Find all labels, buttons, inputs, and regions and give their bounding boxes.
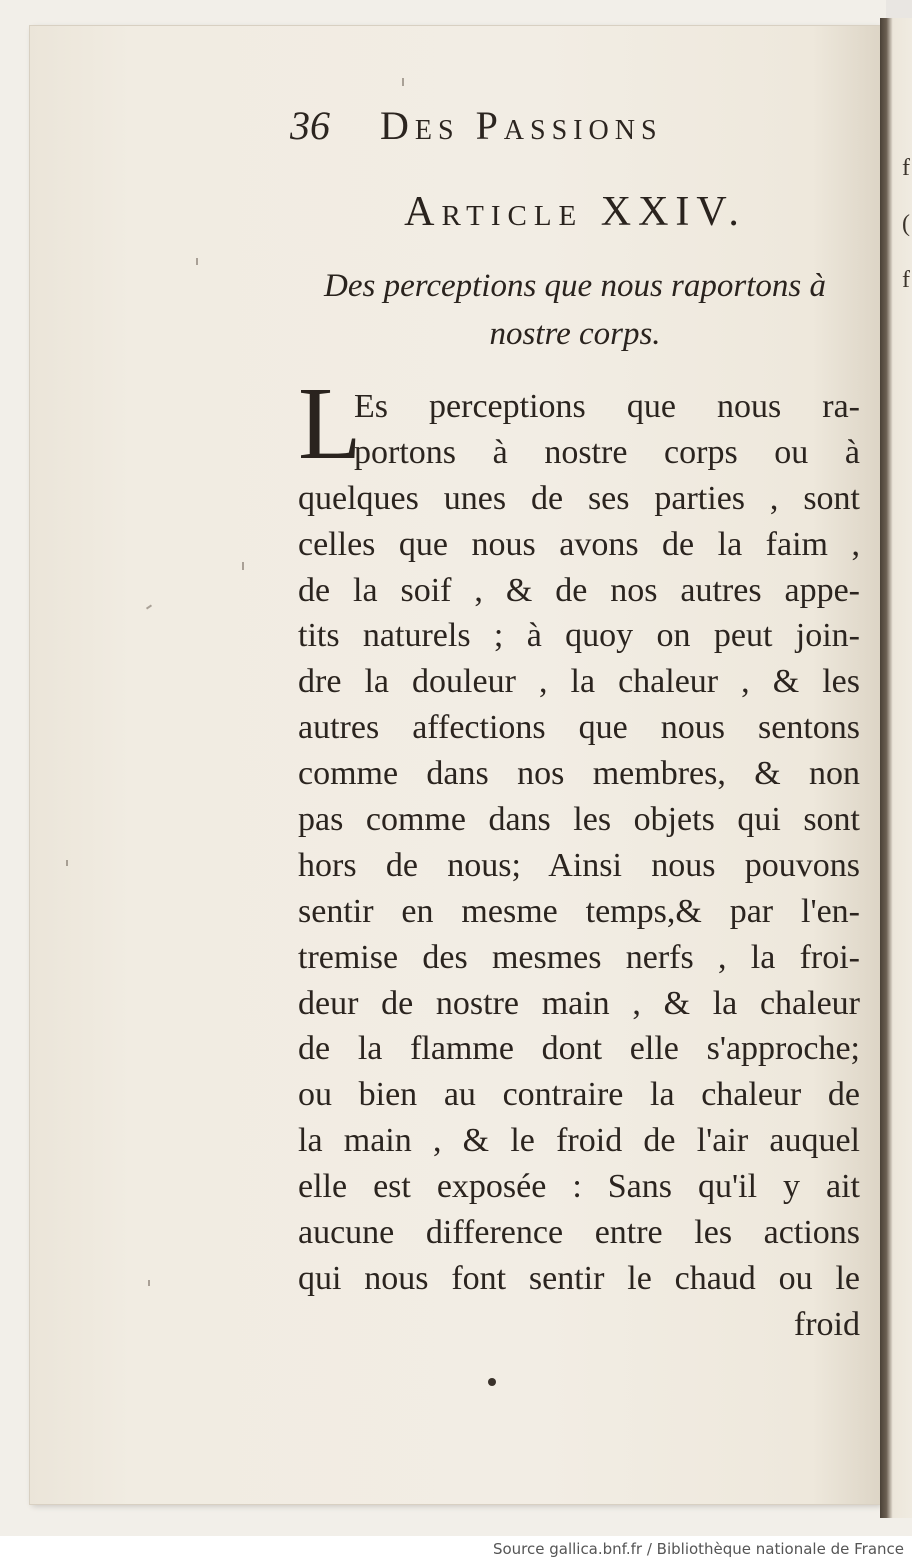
text-line: elle est exposée : Sans qu'il y ait	[298, 1168, 860, 1206]
text-line: de la flamme dont elle s'approche;	[298, 1030, 860, 1068]
body-text	[298, 384, 860, 1348]
text-line: la main , & le froid de l'air auquel	[298, 1122, 860, 1160]
text-line: ou bien au contraire la chaleur de	[298, 1076, 860, 1114]
text-line: pas comme dans les objets qui sont	[298, 801, 860, 839]
running-title: Des Passions	[380, 103, 663, 148]
article-subtitle: Des perceptions que nous raportons à nostre corps.	[324, 268, 826, 352]
paper-speck	[66, 860, 68, 866]
text-line: de la soif , & de nos autres appe-	[298, 571, 860, 609]
text-line: sentir en mesme temps,& par l'en-	[298, 892, 860, 930]
text-line: celles que nous avons de la faim ,	[298, 525, 860, 563]
text-line: dre la douleur , la chaleur , & les	[298, 663, 860, 701]
source-footer: Source gallica.bnf.fr / Bibliothèque nationale de France	[492, 1540, 904, 1558]
text-line: quelques unes de ses parties , sont	[298, 479, 860, 517]
text-line: qui nous font sentir le chaud ou le	[298, 1259, 860, 1297]
facing-glyph: (	[902, 211, 910, 237]
catchword: froid	[793, 1305, 860, 1343]
paper-speck	[402, 78, 404, 86]
article-heading: Article XXIV.	[404, 189, 746, 235]
text-line: deur de nostre main , & la chaleur	[298, 984, 860, 1022]
facing-glyph: f	[902, 267, 910, 293]
text-line: portons à nostre corps ou à	[354, 433, 860, 471]
text-line: autres affections que nous sentons	[298, 709, 860, 747]
facing-page-glyphs	[902, 140, 910, 308]
ink-dot	[488, 1378, 496, 1386]
scan-top-edge	[886, 0, 912, 20]
facing-glyph: f	[902, 155, 910, 181]
paper-speck	[148, 1280, 150, 1286]
text-line: Es perceptions que nous ra-	[354, 388, 860, 425]
text-line: tits naturels ; à quoy on peut join-	[298, 617, 860, 655]
running-head	[290, 102, 760, 149]
text-line: hors de nous; Ainsi nous pouvons	[298, 846, 860, 884]
page-number: 36	[290, 103, 330, 148]
text-line: aucune difference entre les actions	[298, 1214, 860, 1252]
text-line: comme dans nos membres, & non	[298, 755, 860, 793]
paper-speck	[242, 562, 244, 570]
paper-speck	[196, 258, 198, 265]
drop-cap: L	[298, 366, 362, 481]
text-line: tremise des mesmes nerfs , la froi-	[298, 938, 860, 976]
